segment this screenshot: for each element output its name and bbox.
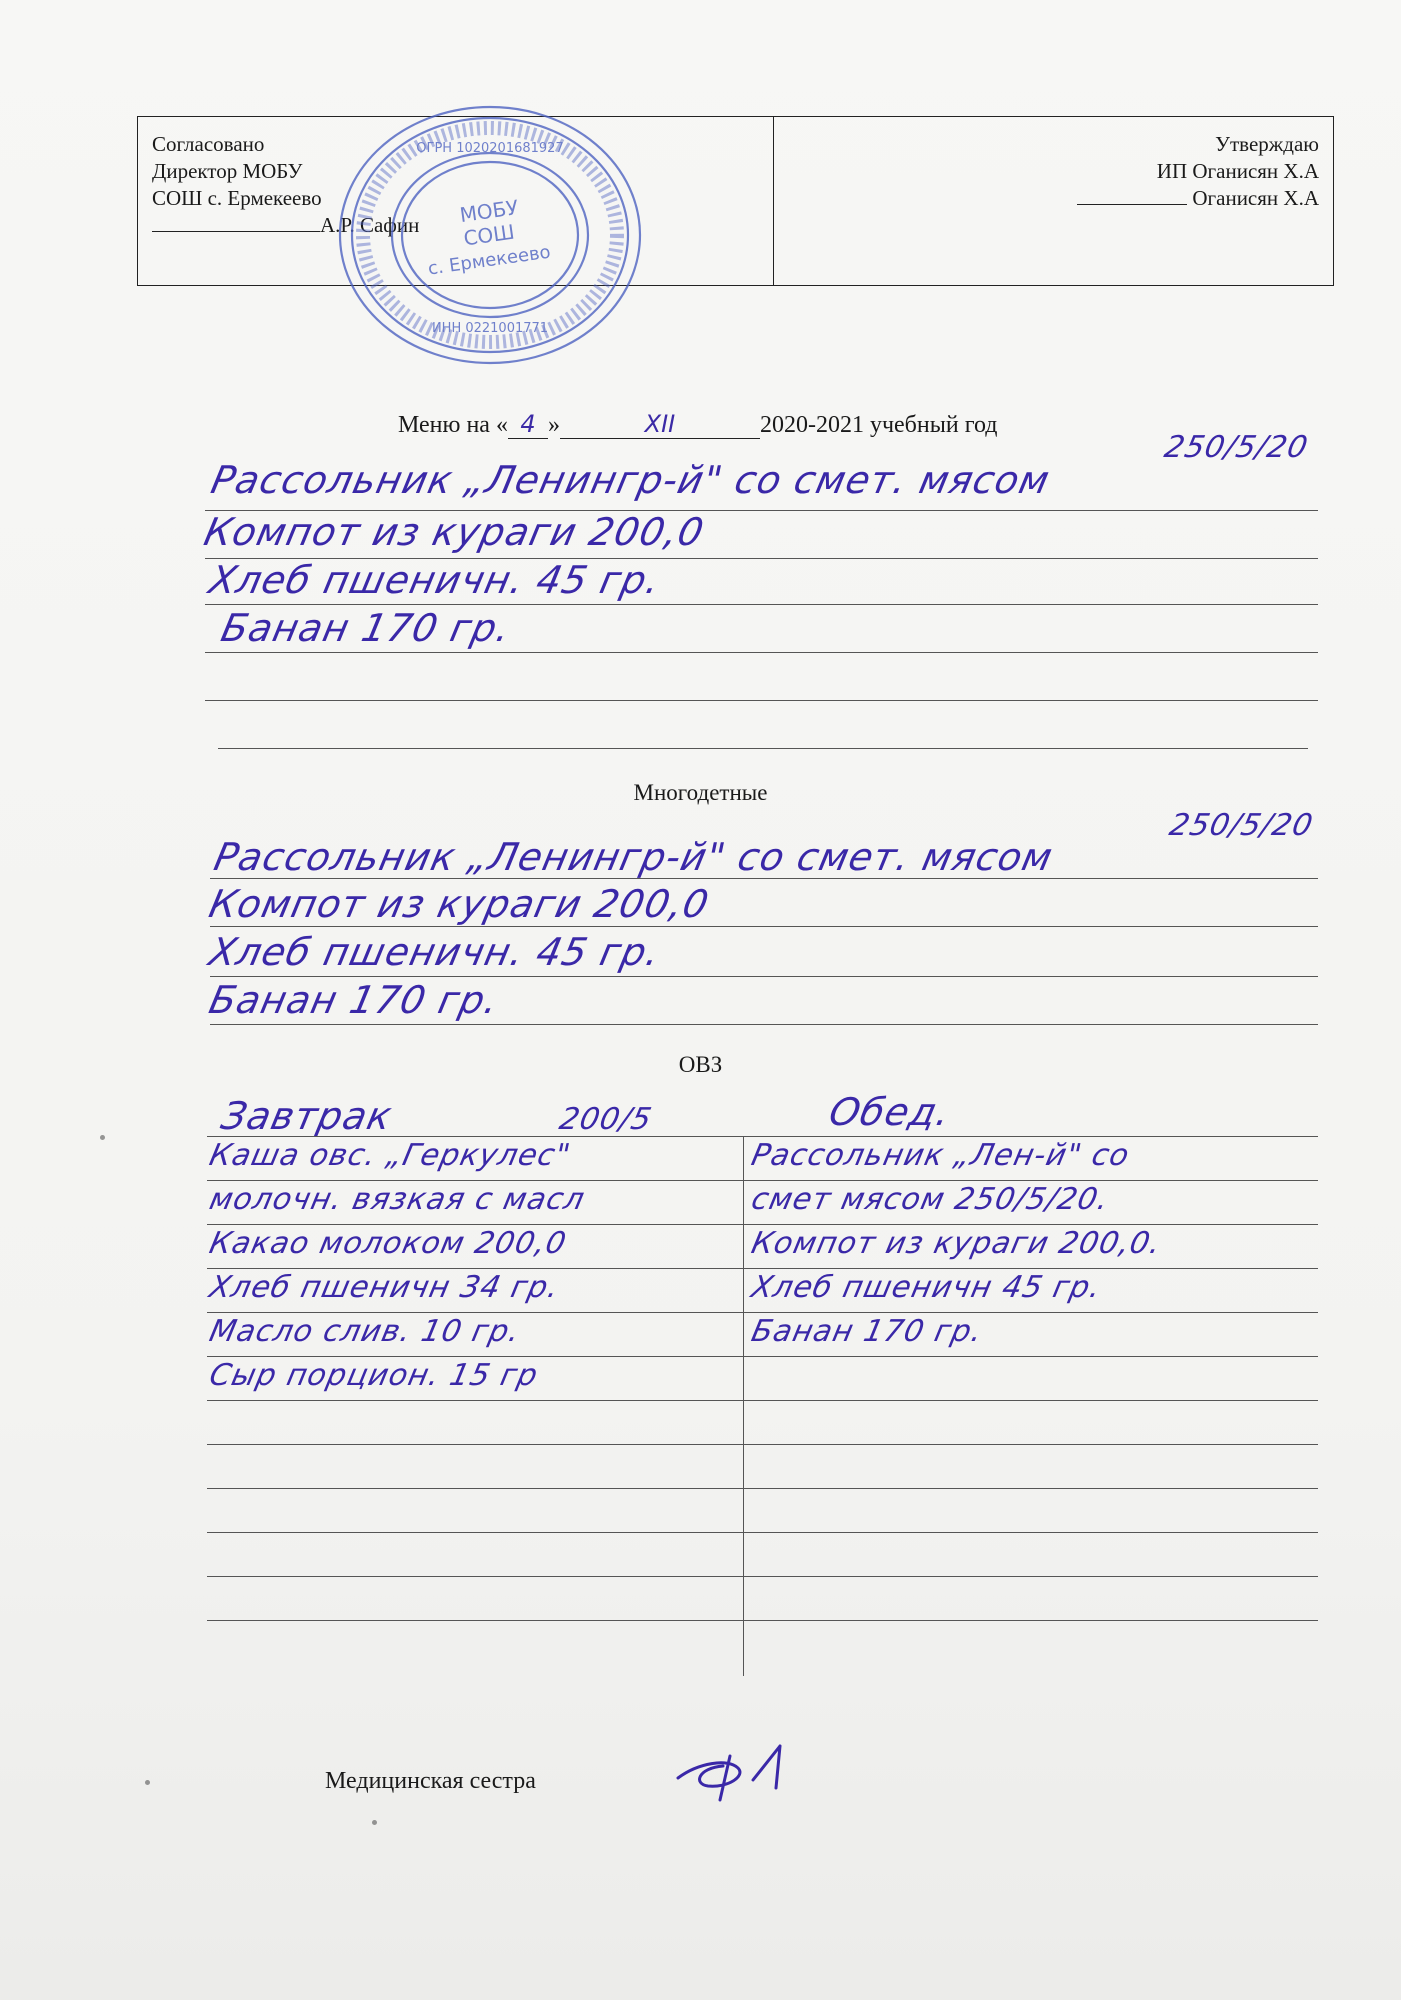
director-name: А.Р. Сафин bbox=[320, 213, 420, 237]
school-name: СОШ с. Ермекеево bbox=[152, 186, 322, 210]
breakfast-item: Сыр порцион. 15 гр bbox=[206, 1358, 542, 1393]
rule-line bbox=[207, 1312, 1318, 1313]
agreed-label: Согласовано bbox=[152, 132, 265, 156]
lunch-title: Обед. bbox=[825, 1090, 955, 1134]
rule-line bbox=[210, 976, 1318, 977]
seal-center-2: СОШ bbox=[462, 219, 516, 251]
school-seal-stamp bbox=[330, 100, 650, 370]
lunch-item: Компот из кураги 200,0. bbox=[748, 1226, 1165, 1261]
rule-line bbox=[207, 1620, 1318, 1621]
menu-month: XII bbox=[560, 410, 760, 439]
entrepreneur-title: ИП Оганисян Х.А bbox=[1156, 159, 1319, 183]
rule-line bbox=[207, 1444, 1318, 1445]
rule-line bbox=[210, 1024, 1318, 1025]
section1-item-3: Хлеб пшеничн. 45 гр. bbox=[205, 558, 665, 602]
menu-prefix: Меню на « bbox=[398, 412, 508, 438]
scan-speck bbox=[100, 1135, 105, 1140]
seal-inn: ИНН 0221001771 bbox=[431, 321, 549, 336]
menu-mid: » bbox=[547, 412, 560, 438]
section1-portion: 250/5/20 bbox=[1161, 430, 1312, 465]
lunch-item: смет мясом 250/5/20. bbox=[748, 1182, 1113, 1217]
approval-table bbox=[137, 116, 1334, 286]
section1-item-2: Компот из кураги 200,0 bbox=[200, 510, 709, 554]
entrepreneur-name: Оганисян Х.А bbox=[1192, 186, 1319, 210]
rule-line bbox=[210, 878, 1318, 879]
rule-line bbox=[218, 748, 1308, 749]
rule-line bbox=[207, 1488, 1318, 1489]
rule-line bbox=[207, 1576, 1318, 1577]
breakfast-portion: 200/5 bbox=[556, 1102, 656, 1137]
rule-line bbox=[207, 1400, 1318, 1401]
rule-line bbox=[205, 700, 1318, 701]
section2-item-3: Хлеб пшеничн. 45 гр. bbox=[205, 930, 665, 974]
section2-title: Многодетные bbox=[633, 780, 768, 805]
section1-item-1: Рассольник „Ленингр-й" со смет. мясом bbox=[207, 458, 1055, 502]
rule-line bbox=[210, 926, 1318, 927]
rule-line bbox=[207, 1180, 1318, 1181]
section2-portion: 250/5/20 bbox=[1166, 808, 1317, 843]
approve-label: Утверждаю bbox=[1215, 132, 1319, 156]
breakfast-item: молочн. вязкая с масл bbox=[206, 1182, 589, 1217]
lunch-item: Банан 170 гр. bbox=[748, 1314, 986, 1349]
section2-item-2: Компот из кураги 200,0 bbox=[205, 882, 714, 926]
rule-line bbox=[205, 652, 1318, 653]
column-divider bbox=[743, 1136, 744, 1676]
rule-line bbox=[205, 604, 1318, 605]
nurse-label: Медицинская сестра bbox=[325, 1768, 536, 1794]
breakfast-item: Масло слив. 10 гр. bbox=[206, 1314, 524, 1349]
lunch-item: Рассольник „Лен-й" со bbox=[748, 1138, 1133, 1173]
breakfast-item: Хлеб пшеничн 34 гр. bbox=[206, 1270, 563, 1305]
rule-line bbox=[207, 1532, 1318, 1533]
breakfast-title: Завтрак bbox=[217, 1094, 397, 1138]
scan-speck bbox=[372, 1820, 377, 1825]
menu-title bbox=[398, 410, 997, 439]
seal-center-1: МОБУ bbox=[458, 195, 520, 228]
menu-year: 2020-2021 учебный год bbox=[759, 412, 998, 438]
lunch-item: Хлеб пшеничн 45 гр. bbox=[748, 1270, 1105, 1305]
seal-center-3: с. Ермекеево bbox=[426, 241, 552, 280]
rule-line bbox=[207, 1224, 1318, 1225]
section2-item-1: Рассольник „Ленингр-й" со смет. мясом bbox=[210, 835, 1058, 879]
section3-title: ОВЗ bbox=[678, 1052, 723, 1077]
section1-item-4: Банан 170 гр. bbox=[217, 606, 515, 650]
rule-line bbox=[207, 1136, 1318, 1137]
rule-line bbox=[207, 1268, 1318, 1269]
rule-line bbox=[207, 1356, 1318, 1357]
director-title: Директор МОБУ bbox=[152, 159, 303, 183]
breakfast-item: Какао молоком 200,0 bbox=[206, 1226, 570, 1261]
section2-item-4: Банан 170 гр. bbox=[205, 978, 503, 1022]
breakfast-item: Каша овс. „Геркулес" bbox=[206, 1138, 574, 1173]
scan-speck bbox=[145, 1780, 150, 1785]
entrepreneur-signature-line bbox=[774, 185, 1319, 212]
nurse-signature bbox=[668, 1738, 798, 1808]
seal-ogrn: ОГРН 1020201681927 bbox=[416, 141, 564, 156]
menu-day: 4 bbox=[508, 410, 548, 439]
approve-cell bbox=[774, 117, 1333, 285]
